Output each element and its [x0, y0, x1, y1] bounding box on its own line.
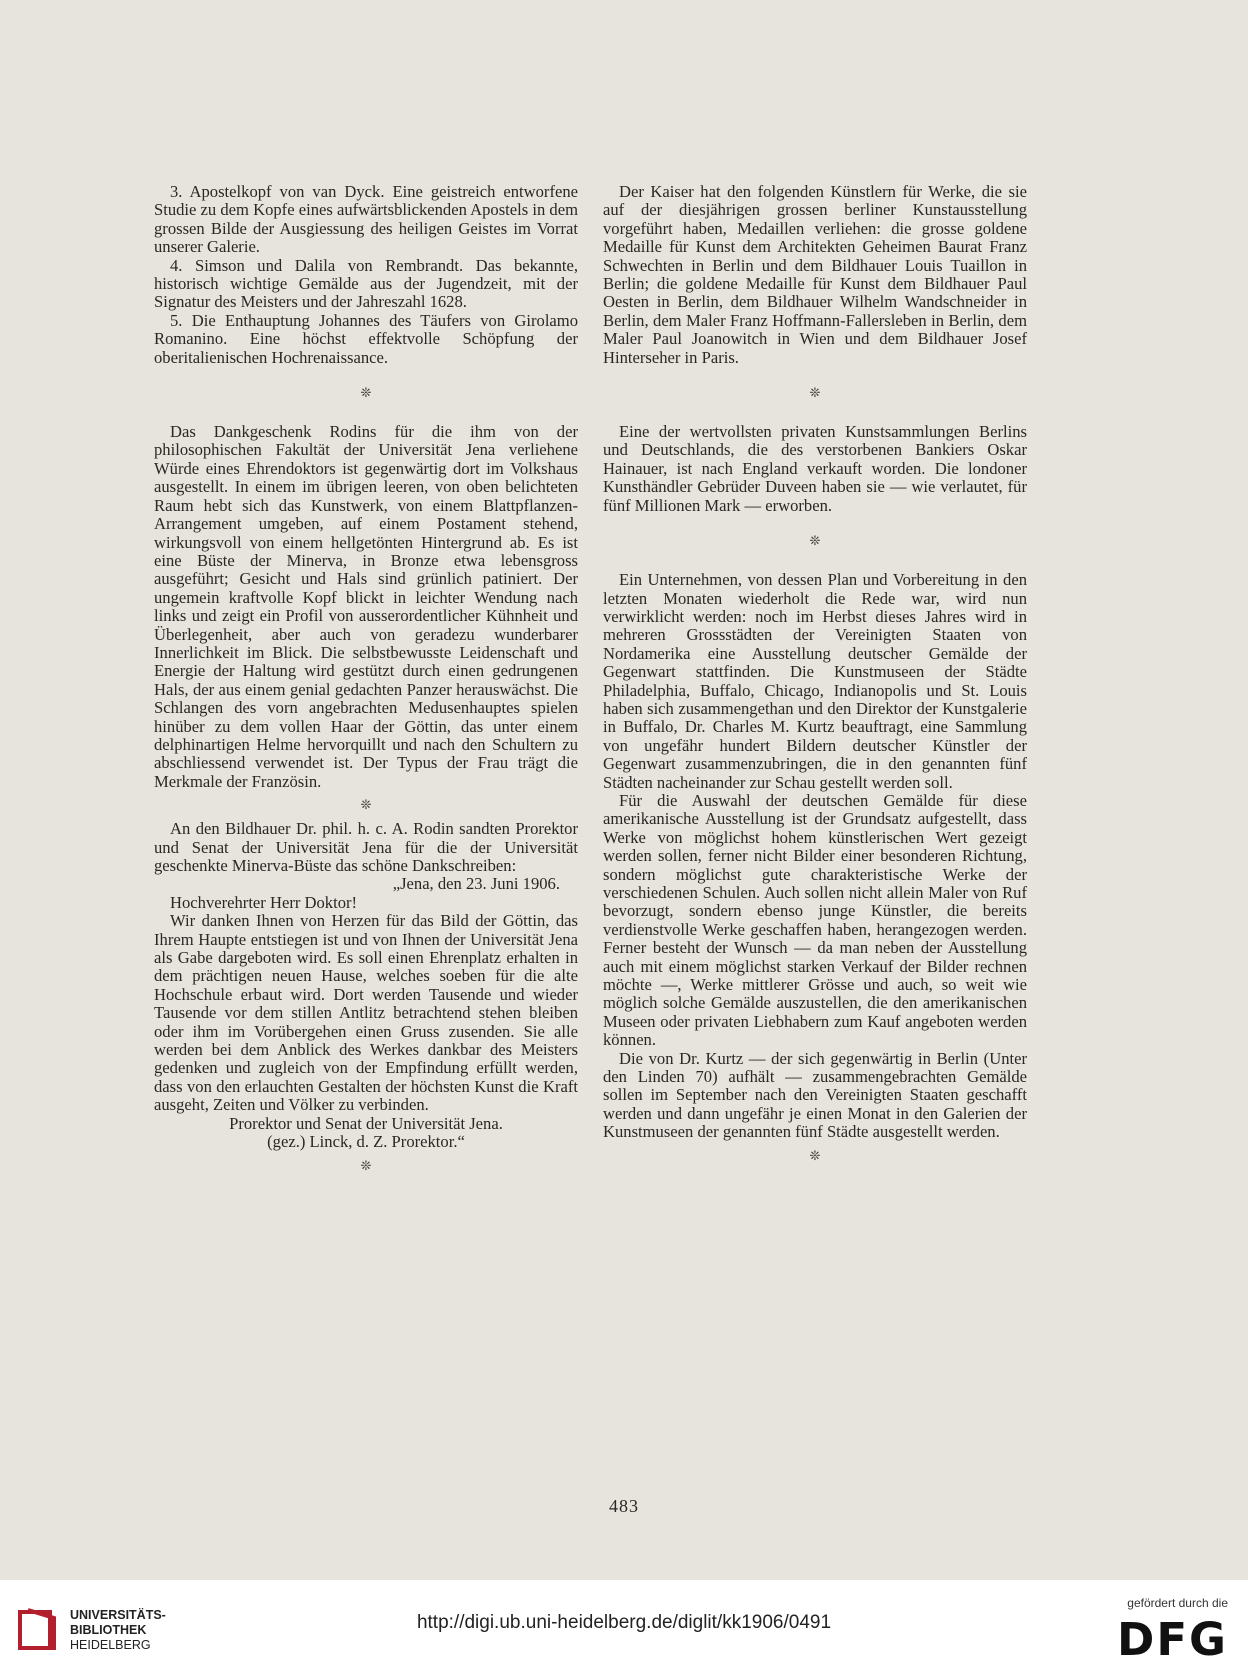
separator-ornament-icon: ❊ — [360, 797, 372, 813]
page-number: 483 — [609, 1496, 639, 1516]
viewer-footer — [0, 1580, 1248, 1675]
paragraph: Wir danken Ihnen von Herzen für das Bild der Göttin, das Ihrem Haupte entstiegen ist und von Ihnen der Universität Jena als Gabe dargeboten wird. Es soll einen Ehrenplatz erhalten in dem prächtigen neuen Hause, welches soeben für die alte Hochschule erbaut wird. Dort werden Tausende und wieder Tausende vor dem stillen Antlitz betrachtend stehen bleiben oder ihm im Vorübergehen einen Gruss zusenden. Sie alle werden bei dem Anblick des Werkes dankbar des Meisters gedenken und zugleich von der Empfindung erfüllt werden, dass von den erlauchten Gestalten der höchsten Kunst die Kraft ausgeht, Zeiten und Völker zu verbinden. — [154, 911, 578, 1115]
dfg-logo[interactable]: DFG — [1116, 1613, 1228, 1666]
paragraph: Der Kaiser hat den folgenden Künstlern für Werke, die sie auf der diesjährigen grossen berliner Kunstausstellung vorgeführt haben, Medaillen verliehen: die grosse goldene Medaille für Kunst dem Architekten Geheimen Baurat Franz Schwechten in Berlin und dem Bildhauer Louis Tuaillon in Berlin; die goldene Medaille für Kunst dem Bildhauer Paul Oesten in Berlin, dem Bildhauer Wilhelm Wandschneider in Berlin, dem Maler Franz Hoffmann-Fallersleben in Berlin, dem Maler Paul Joanowitch in Wien und dem Bildhauer Josef Hinterseher in Paris. — [603, 182, 1027, 367]
letter-salutation: Hochverehrter Herr Doktor! — [170, 892, 358, 912]
separator-ornament-icon: ❊ — [809, 533, 821, 549]
letter-signature: (gez.) Linck, d. Z. Prorektor.“ — [267, 1132, 465, 1152]
paragraph: Ein Unternehmen, von dessen Plan und Vorbereitung in den letzten Monaten wiederholt die Rede war, wird nun verwirklicht werden: noch im Herbst dieses Jahres wird in mehreren Grossstädten der Vereinigten Staaten von Nordamerika eine Ausstellung deutscher Gemälde der Gegenwart stattfinden. Die Kunstmuseen der Städte Philadelphia, Buffalo, Chicago, Indianopolis und St. Louis haben sich zusammengethan und den Direktor der Kunstgalerie in Buffalo, Dr. Charles M. Kurtz beauftragt, eine Sammlung von ungefähr hundert Bildern deutscher Künstler der Gegenwart zusammenzubringen, die in den genannten fünf Städten nacheinander zur Schau gestellt werden soll. — [603, 570, 1027, 792]
left-column — [154, 183, 578, 1181]
right-column — [603, 183, 1027, 1171]
permalink-url[interactable]: http://digi.ub.uni-heidelberg.de/diglit/kk1906/0491 — [416, 1612, 832, 1633]
paragraph: Für die Auswahl der deutschen Gemälde für diese amerikanische Ausstellung ist der Grundsatz aufgestellt, dass Werke von möglichst hohem künstlerischen Wert gezeigt werden sollen, ferner nicht Bilder einer besonderen Richtung, sondern möglichst gute charakteristische Werke der verschiedenen Schulen. Auch sollen nicht allein Maler von Ruf bevorzugt, sondern ebenso junge Künstler, die bereits verdienstvolle Werke geschaffen haben, herangezogen werden. Ferner besteht der Wunsch — da man neben der Ausstellung auch mit einem möglichst starken Verkauf der Bilder rechnen möchte —, Werke mittlerer Grösse und auch, so weit wie möglich solche Gemälde auszustellen, die den amerikanischen Museen oder privaten Liebhabern zum Kauf angeboten werden können. — [603, 790, 1027, 1050]
letter-date: „Jena, den 23. Juni 1906. — [392, 874, 560, 894]
paragraph: Eine der wertvollsten privaten Kunstsammlungen Berlins und Deutschlands, die des verstorbenen Bankiers Oskar Hainauer, ist nach England verkauft worden. Die londoner Kunsthändler Gebrüder Duveen haben sie — wie verlautet, für fünf Millionen Mark — erworben. — [603, 422, 1027, 515]
institution-line: UNIVERSITÄTS- — [70, 1608, 166, 1622]
paragraph: 3. Apostelkopf von van Dyck. Eine geistreich entworfene Studie zu dem Kopfe eines aufwärtsblickenden Apostels in dem grossen Bilde der Ausgiessung des heiligen Geistes im Vorrat unserer Galerie. — [154, 182, 578, 257]
separator-ornament-icon: ❊ — [360, 1157, 372, 1173]
paragraph: 5. Die Enthauptung Johannes des Täufers von Girolamo Romanino. Eine höchst effektvolle Schöpfung der oberitalienischen Hochrenaissance. — [154, 310, 578, 367]
letter-signature: Prorektor und Senat der Universität Jena. — [229, 1113, 503, 1133]
separator-ornament-icon: ❊ — [360, 385, 372, 401]
institution-line: HEIDELBERG — [70, 1638, 151, 1652]
paragraph: Die von Dr. Kurtz — der sich gegenwärtig in Berlin (Unter den Linden 70) aufhält — zusammengebrachten Gemälde sollen im September nach den Vereinigten Staaten geschafft werden und dann ungefähr je einen Monat in den Galerien der Kunstmuseen der genannten fünf Städte ausgestellt werden. — [603, 1048, 1027, 1142]
separator-ornament-icon: ❊ — [809, 385, 821, 401]
paragraph: 4. Simson und Dalila von Rembrandt. Das bekannte, historisch wichtige Gemälde aus der Jugendzeit, mit der Signatur des Meisters und der Jahreszahl 1628. — [154, 255, 578, 312]
separator-ornament-icon: ❊ — [809, 1147, 821, 1163]
institution-line: BIBLIOTHEK — [70, 1623, 147, 1637]
funding-note: gefördert durch die — [1127, 1596, 1228, 1610]
paragraph: An den Bildhauer Dr. phil. h. c. A. Rodin sandten Prorektor und Senat der Universität Jena für die der Universität geschenkte Minerva-Büste das schöne Dankschreiben: — [154, 819, 578, 875]
paragraph: Das Dankgeschenk Rodins für die ihm von der philosophischen Fakultät der Universität Jena verliehene Würde eines Ehrendoktors ist gegenwärtig dort im Volkshaus ausgestellt. In einem im übrigen leeren, von oben belichteten Raum hebt sich das Kunstwerk, von einem Blattpflanzen-Arrangement umgeben, auf einem Postament stehend, wirkungsvoll von einem hellgetönten Hintergrund ab. Es ist eine Büste der Minerva, in Bronze etwa lebensgross ausgeführt; Gesicht und Hals sind grünlich patiniert. Der ungemein kraftvolle Kopf blickt in leichter Wendung nach links und zeigt ein Profil von ausserordentlicher Kühnheit und Überlegenheit, aber auch von geradezu wunderbarer Innerlichkeit im Blick. Die selbstbewusste Leidenschaft und Energie der Haltung wird gestützt durch einen gedrungenen Hals, der aus einem genial gedachten Panzer herauswächst. Die Schlangen des vorn angebrachten Medusenhauptes spielen hinüber zu dem vollen Haar der Göttin, das unter einem delphinartigen Helme hervorquillt und nach den Schultern zu abschliessend verwendet ist. Der Typus der Frau trägt die Merkmale der Französin. — [154, 422, 578, 791]
